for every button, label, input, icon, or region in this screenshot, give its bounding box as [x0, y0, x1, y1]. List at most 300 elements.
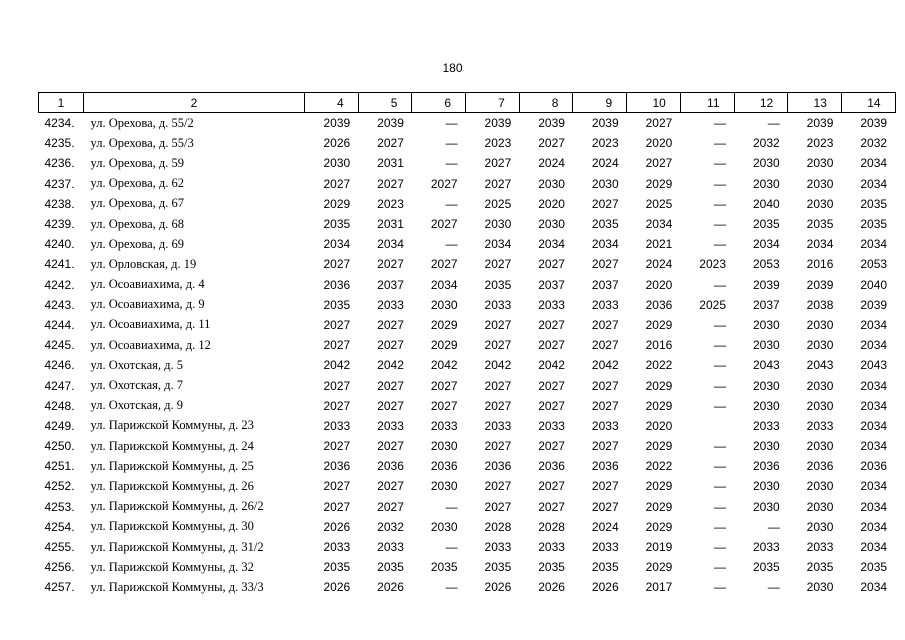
table-body	[39, 113, 896, 598]
year-cell: 2029	[645, 560, 673, 575]
year-cell: 2035	[752, 217, 780, 232]
year-cell: —	[714, 317, 726, 332]
year-cell: 2026	[484, 580, 512, 595]
address-cell: ул. Парижской Коммуны, д. 26/2	[90, 499, 264, 514]
year-cell: 2033	[484, 297, 512, 312]
year-cell: 2023	[806, 136, 834, 151]
year-cell: 2027	[591, 499, 619, 514]
address-cell: ул. Орехова, д. 59	[90, 155, 185, 170]
row-number-cell: 4247.	[44, 378, 75, 393]
year-cell: 2033	[323, 418, 351, 433]
year-cell: 2019	[645, 540, 673, 555]
year-cell: 2030	[806, 338, 834, 353]
year-cell	[680, 416, 734, 436]
address-cell: ул. Парижской Коммуны, д. 30	[90, 519, 254, 534]
year-cell: 2027	[377, 439, 404, 454]
year-cell: 2034	[645, 217, 673, 232]
address-cell: ул. Парижской Коммуны, д. 32	[90, 559, 254, 574]
row-number-cell: 4248.	[44, 398, 75, 413]
row-number-cell: 4255.	[44, 540, 75, 555]
year-cell: 2039	[806, 116, 834, 131]
row-number-cell: 4236.	[44, 156, 75, 171]
year-cell: 2027	[484, 378, 512, 393]
year-cell: 2021	[645, 237, 673, 252]
year-cell: 2034	[752, 237, 780, 252]
year-cell: —	[445, 580, 458, 595]
year-cell: 2033	[591, 418, 619, 433]
year-cell: 2033	[752, 418, 780, 433]
table-row	[39, 234, 896, 254]
row-number-cell: 4234.	[44, 116, 75, 131]
year-cell: 2036	[323, 459, 351, 474]
year-cell: 2034	[430, 277, 458, 292]
row-number-cell: 4249.	[44, 418, 75, 433]
year-cell: 2027	[538, 479, 565, 494]
year-cell: 2030	[430, 297, 458, 312]
year-cell: 2035	[860, 217, 888, 232]
year-cell: 2027	[323, 338, 351, 353]
year-cell: 2027	[323, 479, 351, 494]
year-cell: 2027	[484, 398, 512, 413]
year-cell: 2027	[538, 257, 565, 272]
address-cell: ул. Парижской Коммуны, д. 26	[90, 478, 254, 493]
year-cell: 2027	[430, 176, 458, 191]
year-cell: 2034	[860, 439, 888, 454]
address-cell: ул. Парижской Коммуны, д. 24	[90, 438, 254, 453]
year-cell: 2034	[860, 580, 888, 595]
year-cell: 2030	[806, 519, 834, 534]
year-cell: 2035	[323, 560, 351, 575]
year-cell: 2027	[323, 499, 351, 514]
column-header: 10	[627, 93, 681, 113]
year-cell: 2027	[591, 317, 619, 332]
year-cell: 2030	[484, 217, 512, 232]
row-number-cell: 4244.	[44, 317, 75, 332]
table-row	[39, 537, 896, 557]
year-cell: 2033	[806, 540, 834, 555]
year-cell: 2023	[699, 257, 726, 272]
year-cell: —	[714, 176, 726, 191]
row-number-cell: 4252.	[44, 479, 75, 494]
table-row	[39, 557, 896, 577]
table-row	[39, 315, 896, 335]
year-cell: 2027	[323, 398, 351, 413]
year-cell: 2031	[377, 156, 404, 171]
table-row	[39, 113, 896, 134]
table-row	[39, 133, 896, 153]
address-cell: ул. Осоавиахима, д. 12	[90, 337, 211, 352]
year-cell: 2032	[377, 519, 404, 534]
year-cell: 2034	[860, 237, 888, 252]
year-cell: 2027	[430, 398, 458, 413]
year-cell: 2033	[484, 418, 512, 433]
year-cell: 2036	[323, 277, 351, 292]
year-cell: 2027	[377, 176, 404, 191]
year-cell: 2027	[430, 257, 458, 272]
year-cell: 2030	[752, 479, 780, 494]
year-cell: 2034	[860, 418, 888, 433]
year-cell: 2034	[323, 237, 351, 252]
address-cell: ул. Орехова, д. 62	[90, 176, 185, 191]
year-cell: 2030	[430, 439, 458, 454]
year-cell: 2027	[538, 136, 565, 151]
year-cell: 2033	[806, 418, 834, 433]
year-cell: 2034	[860, 479, 888, 494]
year-cell: 2030	[806, 479, 834, 494]
year-cell: 2039	[484, 116, 512, 131]
address-cell: ул. Парижской Коммуны, д. 31/2	[90, 539, 264, 554]
year-cell: 2027	[538, 439, 565, 454]
year-cell: 2036	[806, 459, 834, 474]
column-header: 5	[358, 93, 412, 113]
year-cell: 2040	[860, 277, 888, 292]
year-cell: —	[714, 156, 726, 171]
year-cell: 2027	[377, 398, 404, 413]
address-cell: ул. Орехова, д. 55/2	[90, 115, 194, 130]
year-cell: 2035	[806, 217, 834, 232]
year-cell: 2026	[323, 136, 351, 151]
year-cell: 2034	[860, 338, 888, 353]
column-header: 2	[84, 93, 305, 113]
year-cell: 2027	[538, 338, 565, 353]
year-cell: 2030	[752, 176, 780, 191]
housing-schedule-table	[38, 92, 896, 598]
year-cell: 2034	[377, 237, 404, 252]
row-number-cell: 4238.	[44, 196, 75, 211]
year-cell: 2030	[806, 317, 834, 332]
table-row	[39, 295, 896, 315]
table-row	[39, 355, 896, 375]
year-cell: —	[767, 116, 780, 131]
year-cell: 2039	[806, 277, 834, 292]
year-cell: 2027	[484, 338, 512, 353]
row-number-cell: 4253.	[44, 499, 75, 514]
address-cell: ул. Орехова, д. 69	[90, 236, 185, 251]
year-cell: 2029	[430, 317, 458, 332]
table-row	[39, 476, 896, 496]
row-number-cell: 4257.	[44, 580, 75, 595]
year-cell: 2016	[645, 338, 673, 353]
year-cell: 2027	[323, 439, 351, 454]
year-cell: 2027	[484, 439, 512, 454]
column-header: 8	[519, 93, 573, 113]
year-cell: 2030	[806, 499, 834, 514]
year-cell: 2039	[377, 116, 404, 131]
row-number-cell: 4245.	[44, 338, 75, 353]
year-cell: —	[714, 439, 726, 454]
year-cell: 2034	[860, 317, 888, 332]
year-cell: 2030	[806, 580, 834, 595]
year-cell: 2027	[645, 116, 673, 131]
year-cell: —	[714, 136, 726, 151]
column-header: 12	[734, 93, 788, 113]
year-cell: 2035	[430, 560, 458, 575]
year-cell: 2036	[591, 459, 619, 474]
row-number-cell: 4246.	[44, 358, 75, 373]
year-cell: —	[445, 156, 458, 171]
year-cell: 2027	[591, 439, 619, 454]
year-cell: 2039	[752, 277, 780, 292]
year-cell: 2027	[430, 378, 458, 393]
year-cell: —	[714, 358, 726, 373]
year-cell: 2029	[645, 378, 673, 393]
year-cell: 2025	[699, 297, 726, 312]
table-row	[39, 194, 896, 214]
year-cell: 2027	[377, 338, 404, 353]
table-row	[39, 335, 896, 355]
year-cell: 2027	[377, 378, 404, 393]
row-number-cell: 4241.	[44, 257, 75, 272]
row-number-cell: 4251.	[44, 459, 75, 474]
year-cell: 2042	[591, 358, 619, 373]
year-cell: 2039	[860, 297, 888, 312]
year-cell: 2036	[377, 459, 404, 474]
year-cell: 2028	[484, 519, 512, 534]
year-cell: 2030	[806, 196, 834, 211]
year-cell: 2039	[538, 116, 565, 131]
year-cell: 2034	[860, 540, 888, 555]
year-cell: —	[714, 580, 726, 595]
year-cell: 2042	[430, 358, 458, 373]
year-cell: 2037	[538, 277, 565, 292]
address-cell: ул. Осоавиахима, д. 11	[90, 317, 211, 332]
address-cell: ул. Охотская, д. 9	[90, 398, 184, 413]
year-cell: 2030	[806, 398, 834, 413]
year-cell: 2043	[806, 358, 834, 373]
column-header: 4	[305, 93, 359, 113]
year-cell: 2039	[323, 116, 351, 131]
year-cell: 2029	[430, 338, 458, 353]
year-cell: —	[767, 519, 780, 534]
year-cell: 2035	[806, 560, 834, 575]
page-number: 180	[442, 61, 463, 75]
year-cell: 2035	[752, 560, 780, 575]
year-cell: 2030	[430, 519, 458, 534]
year-cell: 2027	[484, 479, 512, 494]
year-cell: 2027	[323, 176, 351, 191]
year-cell: 2033	[538, 297, 565, 312]
year-cell: 2030	[538, 217, 565, 232]
year-cell: 2026	[591, 580, 619, 595]
year-cell: 2033	[752, 540, 780, 555]
address-cell: ул. Орехова, д. 67	[90, 196, 185, 211]
year-cell: 2042	[323, 358, 351, 373]
year-cell: 2033	[377, 418, 404, 433]
year-cell: —	[714, 237, 726, 252]
address-cell: ул. Охотская, д. 5	[90, 357, 184, 372]
year-cell: 2020	[645, 136, 673, 151]
year-cell: 2023	[591, 136, 619, 151]
year-cell: 2034	[591, 237, 619, 252]
year-cell: 2053	[860, 257, 888, 272]
year-cell: 2024	[591, 156, 619, 171]
year-cell: 2030	[806, 176, 834, 191]
table-row	[39, 375, 896, 395]
table-row	[39, 577, 896, 597]
year-cell: 2027	[484, 499, 512, 514]
year-cell: 2024	[645, 257, 673, 272]
year-cell: 2035	[484, 277, 512, 292]
year-cell: 2040	[752, 196, 780, 211]
column-header: 9	[573, 93, 627, 113]
year-cell: —	[714, 398, 726, 413]
year-cell: 2034	[860, 398, 888, 413]
year-cell: —	[714, 277, 726, 292]
year-cell: 2035	[860, 560, 888, 575]
year-cell: 2033	[484, 540, 512, 555]
year-cell: 2027	[538, 499, 565, 514]
year-cell: 2034	[860, 519, 888, 534]
year-cell: 2042	[377, 358, 404, 373]
year-cell: 2031	[377, 217, 404, 232]
year-cell: 2037	[752, 297, 780, 312]
year-cell: 2035	[323, 297, 351, 312]
table-row	[39, 497, 896, 517]
row-number-cell: 4240.	[44, 237, 75, 252]
year-cell: 2042	[484, 358, 512, 373]
address-cell: ул. Осоавиахима, д. 9	[90, 297, 205, 312]
year-cell: 2036	[752, 459, 780, 474]
year-cell: 2034	[538, 237, 565, 252]
year-cell: 2033	[377, 540, 404, 555]
year-cell: 2033	[377, 297, 404, 312]
year-cell: 2033	[538, 418, 565, 433]
year-cell: 2030	[752, 378, 780, 393]
year-cell: 2035	[323, 217, 351, 232]
year-cell: 2027	[484, 257, 512, 272]
column-header: 14	[841, 93, 895, 113]
table-header-row	[39, 93, 896, 113]
row-number-cell: 4243.	[44, 297, 75, 312]
year-cell: 2036	[645, 297, 673, 312]
year-cell: 2020	[645, 277, 673, 292]
year-cell: 2029	[645, 317, 673, 332]
table-row	[39, 214, 896, 234]
year-cell: 2029	[645, 499, 673, 514]
table-row	[39, 416, 896, 436]
row-number-cell: 4242.	[44, 277, 75, 292]
year-cell: 2033	[323, 540, 351, 555]
year-cell: —	[445, 237, 458, 252]
year-cell: 2020	[538, 196, 565, 211]
year-cell: 2028	[538, 519, 565, 534]
table-row	[39, 517, 896, 537]
year-cell: 2029	[645, 479, 673, 494]
table-row	[39, 396, 896, 416]
year-cell: —	[714, 560, 726, 575]
column-header: 6	[412, 93, 466, 113]
table-row	[39, 275, 896, 295]
year-cell: 2032	[752, 136, 780, 151]
year-cell: 2043	[752, 358, 780, 373]
year-cell: 2027	[377, 479, 404, 494]
year-cell: 2036	[484, 459, 512, 474]
year-cell: 2027	[484, 317, 512, 332]
year-cell: 2035	[591, 560, 619, 575]
year-cell: 2026	[323, 519, 351, 534]
year-cell: 2030	[752, 338, 780, 353]
year-cell: 2027	[538, 378, 565, 393]
year-cell: —	[445, 196, 458, 211]
year-cell: 2030	[538, 176, 565, 191]
year-cell: 2034	[860, 378, 888, 393]
year-cell: 2027	[430, 217, 458, 232]
year-cell: —	[714, 116, 726, 131]
year-cell: 2039	[860, 116, 888, 131]
year-cell: 2029	[645, 398, 673, 413]
year-cell: 2026	[323, 580, 351, 595]
year-cell: 2022	[645, 358, 673, 373]
year-cell: 2032	[860, 136, 888, 151]
year-cell: 2027	[591, 338, 619, 353]
year-cell: 2035	[591, 217, 619, 232]
address-cell: ул. Парижской Коммуны, д. 23	[90, 418, 254, 433]
address-cell: ул. Орехова, д. 68	[90, 216, 185, 231]
year-cell: —	[714, 540, 726, 555]
year-cell: 2026	[538, 580, 565, 595]
year-cell: 2020	[645, 418, 673, 433]
year-cell: —	[714, 479, 726, 494]
year-cell: 2034	[806, 237, 834, 252]
year-cell: 2023	[377, 196, 404, 211]
year-cell: 2036	[430, 459, 458, 474]
year-cell: 2037	[377, 277, 404, 292]
year-cell: 2027	[323, 317, 351, 332]
row-number-cell: 4250.	[44, 439, 75, 454]
year-cell: 2023	[484, 136, 512, 151]
address-cell: ул. Парижской Коммуны, д. 25	[90, 458, 254, 473]
year-cell: 2033	[591, 297, 619, 312]
table-row	[39, 456, 896, 476]
year-cell: 2035	[377, 560, 404, 575]
year-cell: 2027	[591, 479, 619, 494]
year-cell: 2030	[806, 156, 834, 171]
year-cell: 2034	[860, 176, 888, 191]
year-cell: 2035	[538, 560, 565, 575]
year-cell: 2026	[377, 580, 404, 595]
year-cell: 2034	[860, 156, 888, 171]
year-cell: 2030	[430, 479, 458, 494]
year-cell: 2030	[752, 398, 780, 413]
address-cell: ул. Парижской Коммуны, д. 33/3	[90, 579, 264, 594]
column-header: 7	[466, 93, 520, 113]
year-cell: 2027	[484, 156, 512, 171]
address-cell: ул. Орехова, д. 55/3	[90, 135, 194, 150]
year-cell: 2027	[377, 136, 404, 151]
year-cell: 2029	[323, 196, 351, 211]
year-cell: 2025	[645, 196, 673, 211]
year-cell: 2030	[752, 499, 780, 514]
year-cell: 2030	[752, 156, 780, 171]
year-cell: 2034	[484, 237, 512, 252]
year-cell: —	[714, 519, 726, 534]
address-cell: ул. Осоавиахима, д. 4	[90, 277, 205, 292]
year-cell: 2030	[752, 439, 780, 454]
row-number-cell: 4235.	[44, 136, 75, 151]
year-cell: —	[714, 459, 726, 474]
address-cell: ул. Орловская, д. 19	[90, 256, 197, 271]
year-cell: 2027	[538, 317, 565, 332]
year-cell: 2043	[860, 358, 888, 373]
year-cell: 2027	[591, 378, 619, 393]
year-cell: 2027	[377, 499, 404, 514]
year-cell: 2035	[860, 196, 888, 211]
year-cell: 2039	[591, 116, 619, 131]
year-cell: —	[714, 378, 726, 393]
row-number-cell: 4256.	[44, 560, 75, 575]
year-cell: 2024	[591, 519, 619, 534]
year-cell: —	[714, 499, 726, 514]
